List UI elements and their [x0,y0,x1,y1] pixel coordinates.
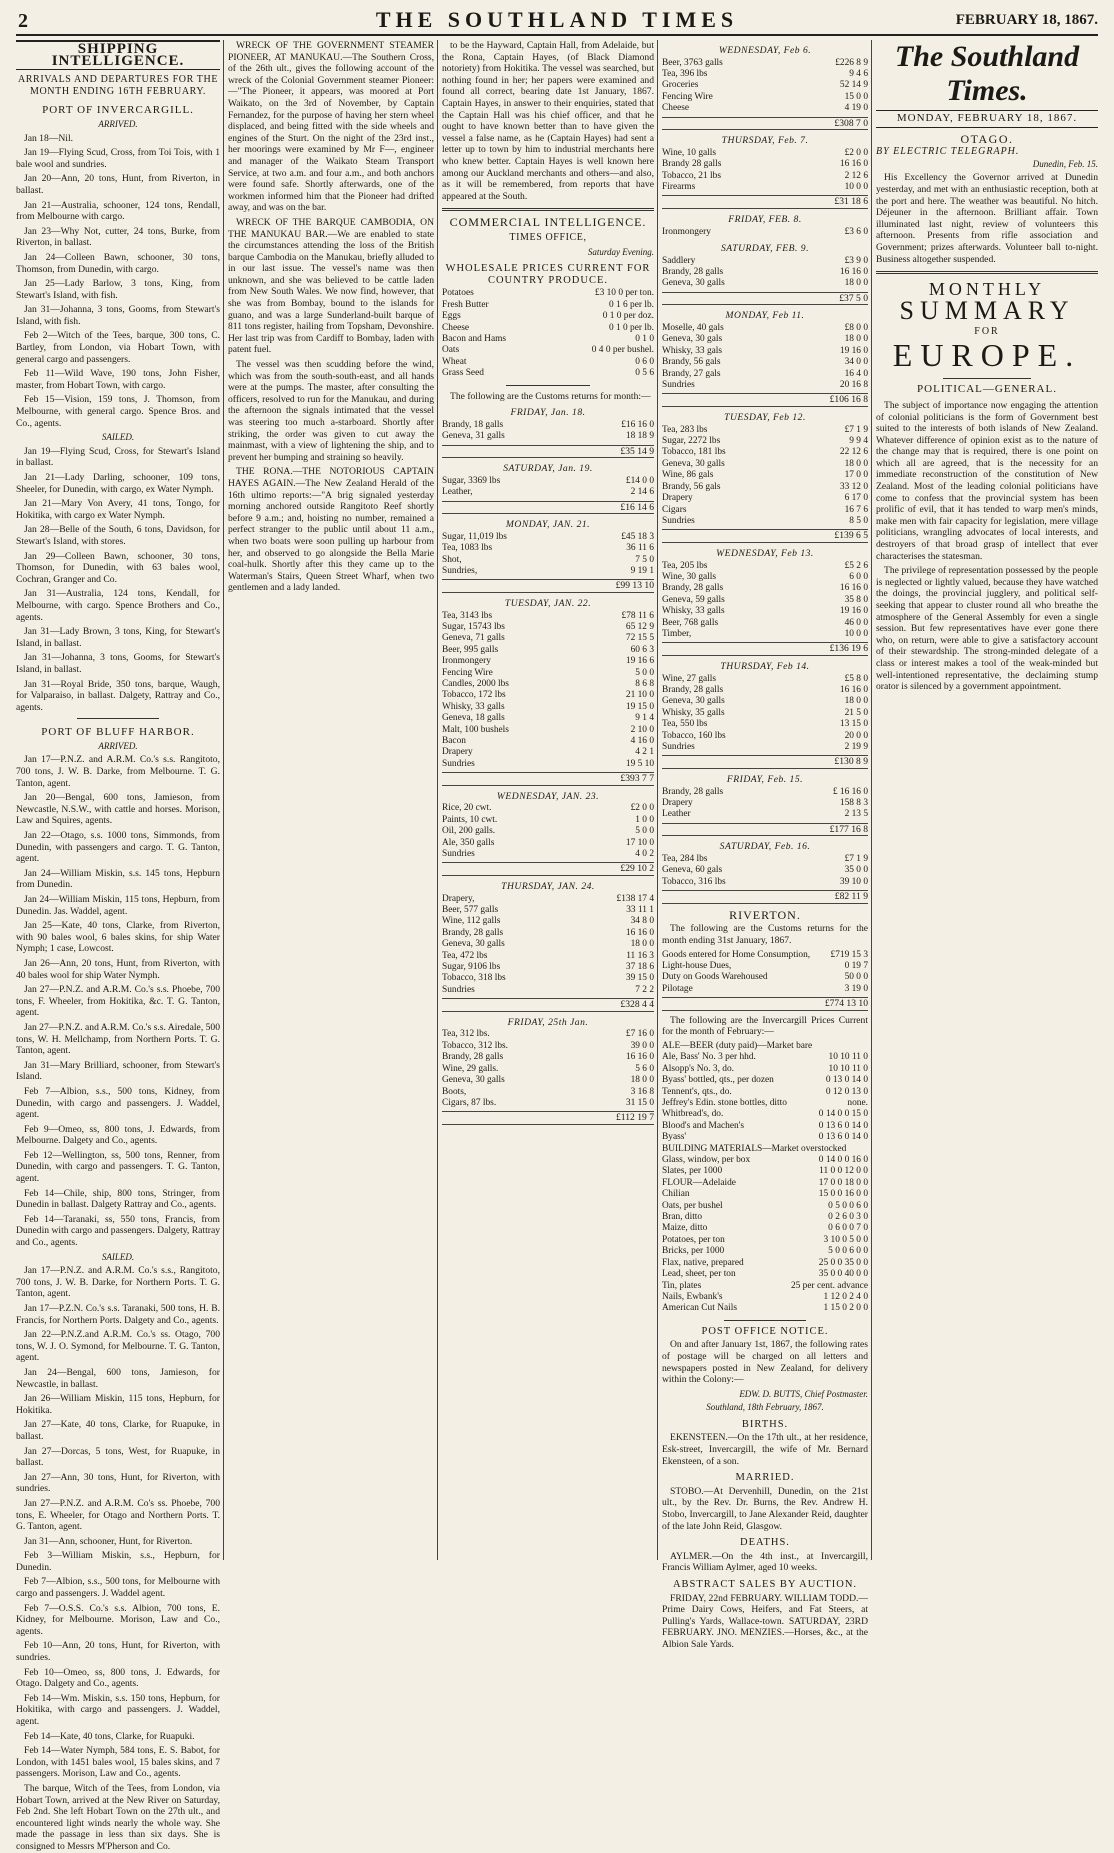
produce-row: Grass Seed 0 5 6 [442,368,654,379]
shipping-entry: Jan 17—P.N.Z. and A.R.M. Co.'s s.s., Rangitoto, 700 tons, J. W. B. Darke, for Northern Ports. T. G. Tanton, agent. [16,1265,220,1300]
shipping-entry: Jan 20—Bengal, 600 tons, Jamieson, from Newcastle, N.S.W., with cattle and horses. Morison, Law and Squires, agents. [16,792,220,827]
shipping-note: The barque, Witch of the Tees, from London, via Hobart Town, arrived at the New River on Saturday, Feb 2nd. She left Hobart Town on the 27th ult., and encountered light winds nearly the whole way. She made the passage in less than six days. She is consigned to Messrs M'Pherson and Co. [16,1782,220,1852]
customs-row: Moselle, 40 gals £8 0 0 [662,323,868,334]
customs-row: Sugar, 11,019 lbs £45 18 3 [442,531,654,542]
page-header [16,4,1098,36]
customs-row: Tobacco, 21 lbs 2 12 6 [662,170,868,181]
customs-day-heading: TUESDAY, JAN. 22. [504,597,592,609]
shipping-entry: Feb 7—O.S.S. Co.'s s.s. Albion, 700 tons, E. Kidney, for Melbourne. Morison, Law and Co., agents. [16,1602,220,1637]
shipping-entry: Jan 27—Dorcas, 5 tons, West, for Ruapuke, in ballast. [16,1445,220,1469]
produce-row: Eggs 0 1 0 per doz. [442,311,654,322]
customs-row: Wine, 112 galls 34 8 0 [442,916,654,927]
customs-day-heading: THURSDAY, Feb. 7. [721,135,809,147]
shipping-entry: Jan 26—William Miskin, 115 tons, Hepburn, for Hokitika. [16,1393,220,1416]
shipping-entry: Jan 31—Johanna, 3 tons, Gooms, for Stewart's Island, in ballast. [16,652,220,675]
arrived-label-bluff: ARRIVED. [98,740,138,751]
shipping-entry: Jan 24—Colleen Bawn, schooner, 30 tons, Thomson, from Dunedin, with cargo. [16,251,220,275]
customs-returns-january [442,407,654,1125]
shipping-entry: Feb 14—Kate, 40 tons, Clarke, for Ruapuki. [24,1730,195,1742]
customs-row: Leather, 2 14 6 [442,487,654,498]
shipping-entry: Feb 12—Wellington, ss, 500 tons, Renner, from Dunedin, with cargo and passengers. T. G. Tanton, agent. [16,1149,220,1185]
customs-row: Sundries 20 16 8 [662,380,868,391]
issue-date: FEBRUARY 18, 1867. [955,12,1098,28]
customs-row: Rice, 20 cwt. £2 0 0 [442,803,654,814]
bluff-departures-list [16,1265,220,1780]
births-title: BIRTHS. [741,1418,789,1430]
customs-day-total: £308 7 0 [662,117,868,131]
customs-row: Ironmongery 19 16 6 [442,656,654,667]
customs-day-total: £177 16 8 [662,823,868,837]
customs-row: Boots, 3 16 8 [442,1086,654,1097]
column-commercial [442,40,654,1560]
deaths-title: DEATHS. [740,1537,790,1549]
births-text: EKENSTEEN.—On the 17th ult., at her residence, Esk-street, Invercargill, the wife of Mr. Bernard Ekensteen, of a son. [662,1432,868,1467]
customs-row: Tea, 205 lbs £5 2 6 [662,560,868,571]
customs-row: Fencing Wire 15 0 0 [662,91,868,102]
customs-row: Geneva, 60 gals 35 0 0 [662,865,868,876]
news-paragraph: The vessel was then scudding before the wind, which was from the south-south-east, and all hands were at the pumps. The master, after consulting the officers, resolved to run for the Manukau, and during the afternoon the signals intimated that the vessel was steering too much a-starboard. Shortly after striking, the order was given to cut away the mainmast, with a view of lightening the ship, and to prevent her bumping and straining so heavily. [228,359,434,463]
customs-row: Drapery, £138 17 4 [442,893,654,904]
customs-row: Geneva, 30 galls 18 0 0 [662,278,868,289]
produce-row: Potatoes £3 10 0 per ton. [442,288,654,299]
customs-row: Sugar, 2272 lbs 9 9 4 [662,436,868,447]
customs-row: Drapery 6 17 0 [662,493,868,504]
customs-row: Tobacco, 316 lbs 39 10 0 [662,876,868,887]
editorial-paragraphs [876,400,1098,693]
customs-day-total: £136 19 6 [662,642,868,656]
customs-row: Sugar, 3369 lbs £14 0 0 [442,475,654,486]
sailed-label-bluff: SAILED. [101,1251,135,1262]
price-row: Chilian 15 0 0 16 0 0 [662,1189,868,1200]
price-row: Ale, Bass' No. 3 per hhd. 10 10 11 0 [662,1052,868,1063]
married-text: STOBO.—At Dervenhill, Dunedin, on the 21st ult., by the Rev. Dr. Burns, the Rev. Andrew H. Stobo, Invercargill, to Jane Alexander Reid, daughter of the late John Reid, Glasgow. [662,1485,868,1532]
customs-row: Tobacco, 172 lbs 21 10 0 [442,690,654,701]
customs-day-total: £106 16 8 [662,393,868,407]
customs-row: Tea, 312 lbs. £7 16 0 [442,1029,654,1040]
customs-intro: The following are the Customs returns for month:— [450,390,651,402]
customs-row: Beer, 995 galls 60 6 3 [442,644,654,655]
customs-row: Geneva, 30 galls 18 0 0 [442,1075,654,1086]
customs-day-total: £31 18 6 [662,195,868,209]
customs-row: Fencing Wire 5 0 0 [442,667,654,678]
customs-row: Sugar, 15743 lbs 65 12 9 [442,621,654,632]
shipping-entry: Jan 27—P.N.Z. and A.R.M. Co.'s s.s. Airedale, 500 tons, W. H. Mellchamp, from Northern Ports. T. G. Tanton, agent. [16,1021,221,1057]
customs-row: Drapery 4 2 1 [442,747,654,758]
produce-prices [442,288,654,379]
customs-row: Sugar, 9106 lbs 37 18 6 [442,962,654,973]
customs-row: Timber, 10 0 0 [662,628,868,639]
price-row: Blood's and Machen's 0 13 6 0 14 0 [662,1120,868,1131]
customs-row: Brandy 28 galls 16 16 0 [662,159,868,170]
customs-day-heading: WEDNESDAY, Feb 13. [716,547,814,559]
customs-row: Cheese 4 19 0 [662,103,868,114]
customs-row: Geneva, 31 galls 18 18 9 [442,431,654,442]
column-news [228,40,434,1560]
customs-row: Brandy, 28 galls 16 16 0 [662,684,868,695]
customs-day-heading: TUESDAY, Feb 12. [724,412,806,424]
riverton-title: RIVERTON. [729,907,801,922]
produce-row: Wheat 0 6 0 [442,356,654,367]
for-heading: FOR [974,325,1000,337]
price-row: Byass' 0 13 6 0 14 0 [662,1132,868,1143]
customs-returns-february [662,45,868,904]
price-row: Byass' bottled, qts., per dozen 0 13 0 14 0 [662,1075,868,1086]
wholesale-title: WHOLESALE PRICES CURRENT FOR COUNTRY PRODUCE. [445,263,651,286]
riverton-row: Duty on Goods Warehoused 50 0 0 [662,972,868,983]
shipping-entry: Jan 27—P.N.Z. and A.R.M. Co.'s s.s. Phoebe, 700 tons, F. Wheeler, from Hokitika, &c. T. G. Tanton, agent. [16,984,220,1019]
customs-day-total: £99 13 10 [442,579,654,593]
otago-heading: OTAGO. [960,131,1014,146]
shipping-entry: Jan 23—Why Not, cutter, 24 tons, Burke, from Riverton, in ballast. [16,225,220,249]
customs-row: Tea, 283 lbs £7 1 9 [662,424,868,435]
shipping-entry: Jan 24—Bengal, 600 tons, Jamieson, for Newcastle, in ballast. [16,1366,220,1390]
price-row: Whitbread's, do. 0 14 0 0 15 0 [662,1109,868,1120]
price-row: American Cut Nails 1 15 0 2 0 0 [662,1303,868,1314]
customs-day-heading: FRIDAY, Feb. 15. [726,773,804,785]
customs-day-total: £29 10 2 [442,862,654,876]
customs-row: Drapery 158 8 3 [662,797,868,808]
shipping-entry: Jan 31—Mary Brilliard, schooner, from Stewart's Island. [16,1059,220,1083]
deaths-text: AYLMER.—On the 4th inst., at Invercargill, Francis William Aylmer, aged 10 weeks. [662,1550,868,1574]
shipping-entry: Jan 31—Lady Brown, 3 tons, King, for Stewart's Island, in ballast. [16,626,220,649]
customs-row: Tobacco, 181 lbs 22 12 6 [662,447,868,458]
customs-row: Whisky, 33 galls 19 15 0 [442,701,654,712]
telegraph-label: BY ELECTRIC TELEGRAPH. [876,146,1020,158]
customs-row: Geneva, 30 galls 18 0 0 [662,458,868,469]
editorial-paragraph: The subject of importance now engaging the attention of colonial politicians is the form of Government best suited to the interests of both islands of New Zealand. Whatever difference of opinion exist as to the nature of the change may that is required, there is one point on which all are agreed, that is the necessity for an immediate reconstruction of the constitution of New Zealand. Most of the leading colonial politicians have come to confess that the provincial system has been prolific of evil, that it has tended to warp men's minds, make men with fair capacity for legislation, mere village politicians, wrangling advocates of local interests, and destroyers of that broad grasp of intellect that ever characterises the statesman. [876,399,1098,562]
customs-row: Wine, 30 galls 6 0 0 [662,571,868,582]
customs-row: Brandy, 56 gals 33 12 0 [662,481,868,492]
customs-row: Groceries 52 14 9 [662,80,868,91]
political-heading: POLITICAL—GENERAL. [917,383,1057,396]
customs-day-heading: FRIDAY, 25th Jan. [507,1016,589,1028]
customs-row: Beer, 577 galls 33 11 1 [442,905,654,916]
customs-day-heading: MONDAY, Feb 11. [725,310,805,322]
customs-row: Whisky, 35 galls 21 5 0 [662,707,868,718]
customs-row: Sundries 4 0 2 [442,849,654,860]
shipping-entry: Jan 31—Royal Bride, 350 tons, barque, Waugh, for Valparaiso, in ballast. Dalgety, Rattray and Co., agents. [16,678,220,713]
shipping-entry: Feb 10—Ann, 20 tons, Hunt, for Riverton, with sundries. [16,1640,220,1664]
customs-day-total: £393 7 7 [442,772,654,786]
customs-row: Oil, 200 galls. 5 0 0 [442,826,654,837]
column-shipping [16,40,221,1852]
customs-row: Ale, 350 galls 17 10 0 [442,837,654,848]
news-paragraph: WRECK OF THE GOVERNMENT STEAMER PIONEER, AT MANUKAU.—The Southern Cross, of the 26th ult., gives the following account of the wreck of the Colonial Government steamer Pioneer:—"The Pioneer, it appears, was moored at Port Waikato, on the 3rd of November, by Captain Fernandez, for the purpose of having her stern wheel displaced, and being fitted with the side wheels and engines of the Sturt. On the night of the 23rd inst., her moorings were examined by Mr F—, engineer and manager of the Waikato Steam Transport Service, at two a.m. and four a.m., and both anchors were found safe. Shortly afterwards, one of the workmen informed him that the Pioneer had drifted away, and was on the bar. [228,40,434,214]
customs-row: Ironmongery £3 6 0 [662,226,868,237]
shipping-entry: Jan 24—William Miskin, 115 tons, Hepburn, from Dunedin. Jas. Waddel, agent. [16,894,220,917]
customs-day-total: £139 6 5 [662,529,868,543]
customs-day-total: £112 19 7 [442,1111,654,1125]
customs-row: Paints, 10 cwt. 1 0 0 [442,814,654,825]
customs-row: Geneva, 59 galls 35 8 0 [662,594,868,605]
shipping-entry: Jan 27—P.N.Z. and A.R.M. Co's ss. Phoebe, 700 tons, E. Wheeler, for Otago and Northern Ports. T. G. Tanton, agent. [16,1497,220,1533]
customs-row: Wine, 86 gals 17 0 0 [662,470,868,481]
monthly-heading: MONTHLY [928,279,1046,300]
price-row: BUILDING MATERIALS—Market overstocked [662,1143,847,1154]
times-office: TIMES OFFICE, [509,231,587,243]
customs-day-heading: SATURDAY, Feb. 16. [719,841,811,853]
produce-row: Fresh Butter 0 1 6 per lb. [442,299,654,310]
produce-row: Oats 0 4 0 per bushel. [442,345,654,356]
post-office-title: POST OFFICE NOTICE. [701,1325,829,1337]
shipping-entry: Jan 31—Australia, 124 tons, Kendall, for Melbourne, with cargo. Spence Brothers and Co., agents. [16,588,220,623]
section-title-shipping: SHIPPING INTELLIGENCE. [16,40,220,70]
customs-row: Geneva, 30 gals 18 0 0 [662,334,868,345]
customs-row: Sundries 8 5 0 [662,515,868,526]
riverton-returns [662,950,868,996]
customs-day-heading: FRIDAY, FEB. 8. [728,214,802,226]
customs-row: Brandy, 28 galls 16 16 0 [662,267,868,278]
riverton-total: £774 13 10 [824,998,868,1010]
shipping-entry: Feb 9—Omeo, ss, 800 tons, J. Edwards, from Melbourne. Dalgety and Co., agents. [16,1123,220,1147]
customs-row: Sundries, 9 19 1 [442,565,654,576]
customs-row: Geneva, 18 galls 9 1 4 [442,713,654,724]
shipping-entry: Feb 7—Albion, s.s., 500 tons, Kidney, from Dunedin, with cargo and passengers. J. Waddel, agent. [16,1085,220,1121]
customs-row: Tea, 396 lbs 9 4 6 [662,69,868,79]
auction-text: FRIDAY, 22nd FEBRUARY. WILLIAM TODD.—Prime Dairy Cows, Heifers, and Fat Steers, at Pulling's Yards, Wallace-town. SATURDAY, 23RD FEBRUARY. JNO. MENZIES.—Horses, &c., at the Albion Sale Yards. [662,1592,868,1650]
editorial-masthead: The Southland Times. [894,40,1080,107]
price-row: Potatoes, per ton 3 10 0 5 0 0 [662,1234,868,1245]
customs-row: Cigars 16 7 6 [662,504,868,515]
shipping-entry: Jan 27—Ann, 30 tons, Hunt, for Riverton, with sundries. [16,1471,220,1495]
shipping-entry: Jan 18—Nil. [24,132,74,144]
customs-row: Bacon 4 16 0 [442,736,654,746]
customs-row: Sundries 2 19 9 [662,741,868,752]
customs-row: Wine, 29 galls. 5 6 0 [442,1063,654,1074]
column-customs [662,40,868,1650]
shipping-entry: Feb 14—Taranaki, ss, 550 tons, Francis, from Dunedin with cargo and passengers. Dalgety, Rattray and Co., agents. [16,1213,220,1249]
customs-row: Brandy, 28 galls £ 16 16 0 [662,786,868,797]
riverton-row: Light-house Dues, 0 19 7 [662,960,868,971]
riverton-row: Goods entered for Home Consumption, £719 15 3 [662,949,868,960]
price-row: Tennent's, qts., do. 0 12 0 13 0 [662,1086,868,1097]
shipping-entry: Feb 10—Omeo, ss, 800 tons, J. Edwards, for Otago. Dalgety and Co., agents. [16,1666,220,1690]
price-row: Alsopp's No. 3, do. 10 10 11 0 [662,1063,868,1074]
customs-row: Brandy, 28 galls 16 16 0 [442,927,654,938]
shipping-entry: Jan 24—William Miskin, s.s. 145 tons, Hepburn from Dunedin. [16,867,220,891]
customs-row: Whisky, 33 galls 19 16 0 [662,606,868,617]
customs-row: Tea, 3143 lbs £78 11 6 [442,610,654,621]
shipping-entry: Feb 15—Vision, 159 tons, J. Thomson, from Melbourne, with general cargo. Spence Bros. and Co., agents. [16,394,220,429]
customs-row: Saddlery £3 9 0 [662,255,868,266]
editorial-dateline: MONDAY, FEBRUARY 18, 1867. [876,110,1098,128]
customs-row: Beer, 3763 galls £226 8 9 [662,57,868,68]
arrived-label: ARRIVED. [98,118,138,129]
shipping-entry: Feb 14—Chile, ship, 800 tons, Stringer, from Dunedin in ballast. Dalgety Rattray and Co., agents. [16,1187,220,1211]
shipping-entry: Jan 19—Flying Scud, Cross, from Toi Tois, with 1 bale wool and sundries. [16,147,220,170]
price-row: Slates, per 1000 11 0 0 12 0 0 [662,1166,868,1177]
postmaster-date: Southland, 18th February, 1867. [706,1402,824,1413]
customs-day-heading: WEDNESDAY, Feb 6. [718,45,812,56]
sailed-label: SAILED. [101,432,135,443]
office-day: Saturday Evening. [587,246,654,257]
customs-row: Wine, 10 galls £2 0 0 [662,147,868,158]
customs-row: Tea, 1083 lbs 36 11 6 [442,543,654,554]
shipping-entry: Feb 14—Wm. Miskin, s.s. 150 tons, Hepburn, for Hokitika, with cargo and passengers. J. Waddel, agent. [16,1692,220,1727]
customs-day-heading: THURSDAY, JAN. 24. [501,881,595,893]
customs-row: Geneva, 71 galls 72 15 5 [442,633,654,644]
customs-row: Wine, 27 galls £5 8 0 [662,673,868,684]
shipping-entry: Jan 21—Lady Darling, schooner, 109 tons, Sheeler, for Dunedin, with cargo, ex Water Nymph. [16,472,220,495]
customs-row: Tea, 472 lbs 11 16 3 [442,950,654,961]
prices-intro: The following are the Invercargill Prices Current for the month of February:— [662,1014,868,1038]
customs-day-heading: WEDNESDAY, JAN. 23. [496,790,600,802]
customs-row: Shot, 7 5 0 [442,554,654,565]
shipping-entry: Jan 27—Kate, 40 tons, Clarke, for Ruapuke, in ballast. [16,1419,220,1442]
shipping-entry: Feb 14—Water Nymph, 584 tons, E. S. Babot, for London, with 1451 bales wool, 15 bales skins, and 7 passengers. Morison, Law and Co., agents. [16,1745,220,1780]
customs-day-total: £82 11 9 [662,890,868,904]
customs-row: Sundries 19 5 10 [442,758,654,769]
summary-heading: SUMMARY [899,295,1075,325]
price-row: Lead, sheet, per ton 35 0 0 40 0 0 [662,1269,868,1280]
shipping-entry: Jan 25—Kate, 40 tons, Clarke, from Riverton, with 90 bales wool, 6 bales skins, for ship Water Nymph; 1 case, Lowcost. [16,920,220,955]
shipping-entry: Feb 3—William Miskin, s.s., Hepburn, for Dunedin. [16,1550,220,1573]
news-paragraphs [228,40,434,594]
shipping-entry: Jan 20—Ann, 20 tons, Hunt, from Riverton, in ballast. [16,173,220,196]
auction-title: ABSTRACT SALES BY AUCTION. [672,1579,858,1590]
customs-day-total: £16 14 6 [442,501,654,515]
departures-list [16,446,220,713]
customs-day-total: £35 14 9 [442,445,654,459]
shipping-entry: Feb 2—Witch of the Tees, barque, 300 tons, C. Bartley, from London, via Hobart Town, with general cargo and passengers. [16,330,220,365]
shipping-entry: Jan 17—P.N.Z. and A.R.M. Co.'s s.s. Rangitoto, 700 tons, J. W. B. Darke, from Melbourne. T. G. Tanton, agent. [16,754,220,789]
shipping-entry: Jan 22—P.N.Z.and A.R.M. Co.'s ss. Otago, 700 tons, W. J. O. Symond, for Melbourne. T. G. Tanton, agent. [16,1329,220,1364]
shipping-entry: Jan 17—P.Z.N. Co.'s s.s. Taranaki, 500 tons, H. B. Francis, for Northern Ports. Dalgety and Co., agents. [16,1303,220,1326]
news-paragraph: THE RONA.—THE NOTORIOUS CAPTAIN HAYES AGAIN.—The New Zealand Herald of the 16th ultimo reports:—"A brig signaled yesterday morning anchored outside Rangitoto Reef shortly before 9 a.m.; and, hoisting no number, remained a perfect stranger to the public until about 11 a.m., when two boats were soon pulling up harbour from her, and observed to go alongside the Bella Marie coal-hulk. Shortly after this they came up to the Waterman's Stairs, Queen Street Wharf, when two gentlemen and a lady landed. [228,466,434,594]
shipping-entry: Jan 26—Ann, 20 tons, Hunt, from Riverton, with 40 bales wool for ship Water Nymph. [16,957,220,981]
shipping-entry: Jan 19—Flying Scud, Cross, for Stewart's Island in ballast. [16,445,220,469]
shipping-entry: Jan 31—Ann, schooner, Hunt, for Riverton. [24,1535,193,1547]
arrivals-list [16,133,220,430]
customs-day-heading: SATURDAY, FEB. 9. [720,243,809,255]
customs-row: Firearms 10 0 0 [662,182,868,193]
masthead: THE SOUTHLAND TIMES [375,7,739,32]
customs-row: Tea, 550 lbs 13 15 0 [662,719,868,730]
customs-row: Tobacco, 160 lbs 20 0 0 [662,730,868,741]
price-row: Bran, ditto 0 2 6 0 3 0 [662,1212,868,1223]
page-number: 2 [18,10,28,32]
customs-row: Geneva, 30 galls 18 0 0 [442,939,654,950]
customs-row: Brandy, 27 gals 16 4 0 [662,368,868,379]
prices-current [662,1041,868,1315]
price-row: Bricks, per 1000 5 0 0 6 0 0 [662,1246,868,1257]
price-row: Glass, window, per box 0 14 0 0 16 0 [662,1155,868,1166]
customs-row: Brandy, 18 galls £16 16 0 [442,419,654,430]
produce-row: Cheese 0 1 0 per lb. [442,322,654,333]
customs-row: Tobacco, 312 lbs. 39 0 0 [442,1040,654,1051]
customs-row: Brandy, 56 gals 34 0 0 [662,357,868,368]
shipping-subtitle: ARRIVALS AND DEPARTURES FOR THE MONTH ENDING 16TH FEBRUARY. [17,74,219,97]
customs-row: Brandy, 28 galls 16 16 0 [662,583,868,594]
shipping-entry: Jan 21—Australia, schooner, 124 tons, Rendall, from Melbourne with cargo. [16,199,220,223]
bluff-arrivals-list [16,754,220,1248]
customs-day-heading: THURSDAY, Feb 14. [720,660,810,672]
customs-row: Tea, 284 lbs £7 1 9 [662,853,868,864]
europe-heading: EUROPE. [892,337,1082,374]
produce-row: Bacon and Hams 0 1 0 [442,333,654,344]
price-row: Maize, ditto 0 6 0 0 7 0 [662,1223,868,1234]
price-row: Tin, plates 25 per cent. advance [662,1280,868,1291]
riverton-row: Pilotage 3 19 0 [662,983,868,994]
customs-day-heading: SATURDAY, Jan. 19. [503,463,593,475]
customs-day-total: £328 4 4 [442,998,654,1012]
shipping-entry: Jan 29—Colleen Bawn, schooner, 30 tons, Thomson, for Dunedin, with 63 bales wool, Cochran, Granger and Co. [16,550,220,585]
commercial-title: COMMERCIAL INTELLIGENCE. [449,215,647,230]
customs-row: Beer, 768 galls 46 0 0 [662,617,868,628]
post-office-text: On and after January 1st, 1867, the following rates of postage will be charged on all letters and newspapers posted in New Zealand, for delivery within the Colony:— [662,1339,868,1386]
rona-continued: to be the Hayward, Captain Hall, from Adelaide, but the Rona, Captain Hayes, (of Black Diamond notoriety) from Hokitika. The vessel was searched, but nothing found in her; her papers were examined and found all correct, bearing date 1st January, 1867. Captain Hayes, in answer to their enquiries, stated that the Captain Hall was his chief officer, and that he ought to have known better than to have given the vessel a false name, as he (Captain Hayes) had sent a letter up to town by him to industrial merchants here who knew better. Captain Hayes is well known here among our Auckland merchants and others—and also, as it will be remembered, from reports that have appeared at the South. [442,40,654,202]
riverton-intro: The following are the Customs returns for the month ending 31st January, 1867. [662,923,868,946]
customs-row: Brandy, 28 galls 16 16 0 [442,1052,654,1063]
shipping-entry: Jan 21—Mary Von Avery, 41 tons, Tongo, for Hokitika, with cargo ex Water Nymph. [16,498,220,521]
postmaster-signoff: EDW. D. BUTTS, Chief Postmaster. [739,1388,868,1399]
shipping-entry: Jan 28—Belle of the South, 6 tons, Davidson, for Stewart's Island, with stores. [16,524,220,547]
shipping-entry: Feb 11—Wild Wave, 190 tons, John Fisher, master, from Hobart Town, with cargo. [16,368,220,391]
married-title: MARRIED. [735,1472,795,1484]
port-invercargill: PORT OF INVERCARGILL. [42,104,194,117]
column-editorial [876,40,1098,1560]
customs-day-heading: MONDAY, JAN. 21. [505,519,591,531]
shipping-entry: Jan 22—Otago, s.s. 1000 tons, Simmonds, from Dunedin, with passengers and cargo. T. G. Tanton, agent. [16,830,220,865]
customs-row: Candles, 2000 lbs 8 6 8 [442,678,654,689]
news-paragraph: WRECK OF THE BARQUE CAMBODIA, ON THE MANUKAU BAR.—We are enabled to state the circumstances attending the loss of the British barque Cambodia on the Manukau, briefly alluded to in our last issue. The vessel's name was then unknown, and she was believed to be cattle laden from New South Wales. We now find, however, that she was from Bombay, bound to the islands for guano, and was a large Sunderland-built barque of 811 tons register, hailing from Topsham, Devonshire. Her last trip was from Cardiff to Bombay, laden with patent fuel. [228,216,434,356]
customs-row: Sundries 7 2 2 [442,984,654,995]
price-row: ALE—BEER (duty paid)—Market bare [662,1040,813,1051]
customs-day-heading: FRIDAY, Jan. 18. [510,407,586,419]
customs-row: Malt, 100 bushels 2 10 0 [442,724,654,735]
price-row: FLOUR—Adelaide 17 0 0 18 0 0 [662,1177,868,1188]
price-row: Nails, Ewbank's 1 12 0 2 4 0 [662,1291,868,1302]
customs-row: Cigars, 87 lbs. 31 15 0 [442,1097,654,1108]
editorial-paragraph: The privilege of representation possessed by the people is neglected or lightly valued, because they have watched the doings, the provincial jugglery, and political self-seeking that appear to cluster round all who breathe the atmosphere of the General Assembly for even a single session. But few representatives have ever gone there who, on return, were able to give a satisfactory account of their stewardship. The strong-minded delegate of a class or interest makes a tool of the weak-minded but well-intentioned representative, the declaiming stump orator is silenced by a government appointment. [876,565,1098,693]
dispatch-place: Dunedin, Feb. 15. [1032,158,1098,169]
shipping-entry: Jan 31—Johanna, 3 tons, Gooms, from Stewart's Island, with fish. [16,304,220,327]
customs-row: Geneva, 30 galls 18 0 0 [662,696,868,707]
customs-day-total: £37 5 0 [662,292,868,306]
customs-row: Whisky, 33 gals 19 16 0 [662,345,868,356]
customs-day-total: £130 8 9 [662,755,868,769]
port-bluff: PORT OF BLUFF HARBOR. [41,726,195,739]
price-row: Flax, native, prepared 25 0 0 35 0 0 [662,1257,868,1268]
dispatch-text: His Excellency the Governor arrived at Dunedin yesterday, and met with an enthusiastic reception, both at the port and here. The weather was beautiful. No hitch. Déjeuner in the afternoon. Brilliant affair. Town illuminated last night, review of volunteers this afternoon. Presents from rifle association and Government; prizes afterwards. Volunteer ball to-night. Business altogether suspended. [876,172,1098,265]
price-row: Jeffrey's Edin. stone bottles, ditto none. [662,1098,868,1108]
price-row: Oats, per bushel 0 5 0 0 6 0 [662,1200,868,1211]
shipping-entry: Feb 7—Albion, s.s., 500 tons, for Melbourne with cargo and passengers. J. Waddel agent. [16,1576,220,1600]
shipping-entry: Jan 25—Lady Barlow, 3 tons, King, from Stewart's Island, with fish. [16,278,220,301]
customs-row: Tobacco, 318 lbs 39 15 0 [442,973,654,984]
customs-row: Leather 2 13 5 [662,809,868,820]
